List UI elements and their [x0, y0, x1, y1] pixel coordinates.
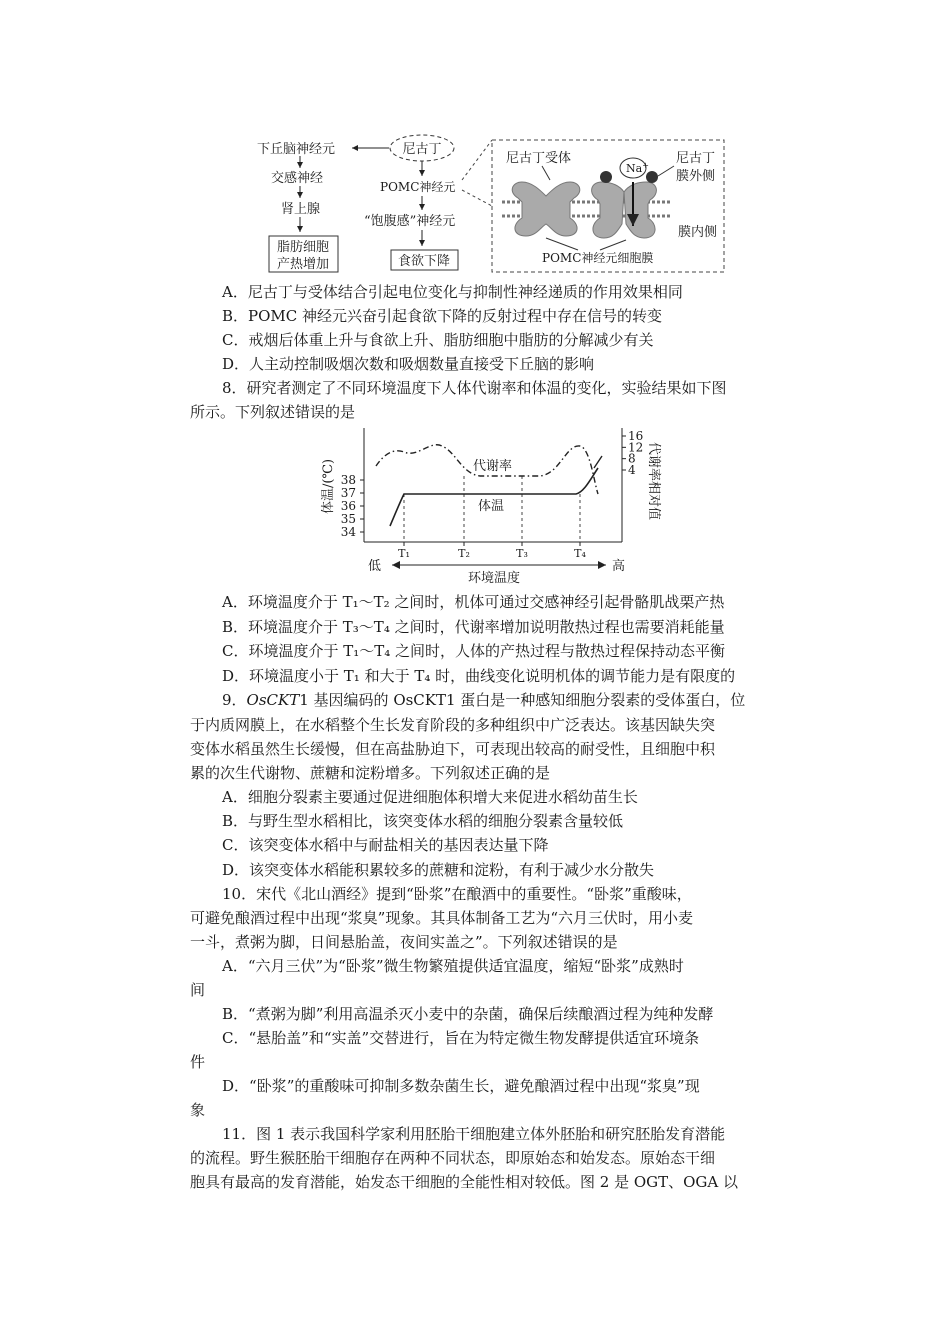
membrane-label: POMC神经元细胞膜 [542, 251, 654, 265]
q11-stem-3: 胞具有最高的发育潜能，始发态干细胞的全能性相对较低。图 2 是 OGT、OGA 以 [190, 1173, 739, 1191]
metabolism-series-label: 代谢率 [473, 459, 513, 474]
adrenal-label: 肾上腺 [281, 202, 321, 217]
q8-option-a: A．环境温度介于 T₁～T₂ 之间时，机体可通过交感神经引起骨骼肌战栗产热 [222, 593, 725, 611]
q9-stem-4: 累的次生代谢物、蔗糖和淀粉增多。下列叙述正确的是 [190, 764, 551, 782]
y-left-label: 体温/(℃) [321, 458, 336, 514]
hypothalamus-label: 下丘脑神经元 [257, 142, 336, 157]
q8-option-d: D．环境温度小于 T₁ 和大于 T₄ 时，曲线变化说明机体的调节能力是有限度的 [222, 667, 736, 685]
nicotine-pathway-diagram [250, 132, 730, 278]
y-left-tick-label: 37 [340, 486, 356, 500]
y-right-label: 代谢率相对值 [646, 442, 661, 521]
x-tick-label: T₃ [516, 547, 528, 560]
q7-option-d: D．人主动控制吸烟次数和吸烟数量直接受下丘脑的影响 [222, 355, 595, 373]
temperature-series-label: 体温 [478, 499, 505, 514]
q10-stem-3: 一斗，煮粥为脚，日间悬胎盖，夜间实盖之”。下列叙述错误的是 [190, 933, 618, 951]
q10-option-c-2: 件 [190, 1053, 206, 1071]
q11-stem-2: 的流程。野生猴胚胎干细胞存在两种不同状态，即原始态和始发态。原始态干细 [190, 1149, 716, 1167]
nicotine-label: 尼古丁 [402, 142, 442, 157]
y-right-tick-label: 4 [628, 463, 636, 477]
x-low-label: 低 [368, 559, 382, 574]
inside-label: 膜内侧 [678, 225, 718, 240]
q10-option-a-1: A．“六月三伏”为“卧浆”微生物繁殖提供适宜温度，缩短“卧浆”成熟时 [222, 957, 684, 975]
q8-option-c: C．环境温度介于 T₁～T₄ 之间时，人体的产热过程与散热过程保持动态平衡 [222, 642, 726, 660]
q10-option-c-1: C．“悬胎盖”和“实盖”交替进行，旨在为特定微生物发酵提供适宜环境条 [222, 1029, 700, 1047]
q9-stem-1: 9．OsCKT1 基因编码的 OsCKT1 蛋白是一种感知细胞分裂素的受体蛋白，位 [222, 691, 746, 709]
satiety-label: “饱腹感”神经元 [364, 214, 456, 229]
y-right-tick-label: 8 [628, 451, 636, 466]
q9-option-c: C．该突变体水稻中与耐盐相关的基因表达量下降 [222, 836, 549, 854]
fat-cell-line1: 脂肪细胞 [276, 240, 330, 255]
fat-cell-line2: 产热增加 [276, 257, 330, 272]
q10-option-b: B．“煮粥为脚”利用高温杀灭小麦中的杂菌，确保后续酿酒过程为纯种发酵 [222, 1005, 714, 1023]
q9-option-b: B．与野生型水稻相比，该突变体水稻的细胞分裂素含量较低 [222, 812, 624, 830]
q9-option-a: A．细胞分裂素主要通过促进细胞体积增大来促进水稻幼苗生长 [222, 788, 638, 806]
appetite-label: 食欲下降 [397, 254, 451, 269]
q10-stem-1: 10．宋代《北山酒经》提到“卧浆”在酿酒中的重要性。“卧浆”重酸味， [222, 885, 692, 903]
y-left-tick-label: 35 [340, 512, 356, 526]
receptor-shape-left [512, 182, 580, 236]
metabolism-temperature-chart [310, 422, 670, 588]
q8-stem-1: 8．研究者测定了不同环境温度下人体代谢率和体温的变化，实验结果如下图 [222, 379, 727, 397]
na-label: Na+ [626, 161, 649, 175]
q9-stem-3: 变体水稻虽然生长缓慢，但在高盐胁迫下，可表现出较高的耐受性，且细胞中积 [190, 740, 716, 758]
y-left-tick-label: 38 [340, 473, 356, 487]
x-tick-label: T₁ [398, 547, 410, 560]
outside-label-1: 尼古丁 [676, 151, 716, 166]
outside-label-2: 膜外侧 [676, 169, 716, 184]
y-left-tick-label: 34 [340, 525, 356, 539]
q10-option-a-2: 间 [190, 981, 206, 999]
q10-option-d-1: D．“卧浆”的重酸味可抑制多数杂菌生长，避免酿酒过程中出现“浆臭”现 [222, 1077, 700, 1095]
x-axis-label: 环境温度 [467, 571, 521, 586]
sympathetic-label: 交感神经 [271, 171, 324, 186]
y-left-tick-label: 36 [340, 499, 356, 513]
x-tick-label: T₄ [574, 547, 586, 560]
x-tick-label: T₂ [458, 547, 470, 560]
body-temperature-curve [390, 468, 598, 526]
q7-option-c: C．戒烟后体重上升与食欲上升、脂肪细胞中脂肪的分解减少有关 [222, 331, 654, 349]
x-high-label: 高 [612, 559, 626, 574]
q11-stem-1: 11．图 1 表示我国科学家利用胚胎干细胞建立体外胚胎和研究胚胎发育潜能 [222, 1125, 726, 1143]
q10-stem-2: 可避免酿酒过程中出现“浆臭”现象。其具体制备工艺为“六月三伏时，用小麦 [190, 909, 694, 927]
q9-option-d: D．该突变体水稻能积累较多的蔗糖和淀粉，有利于减少水分散失 [222, 861, 655, 879]
q10-option-d-2: 象 [190, 1101, 206, 1119]
q8-stem-2: 所示。下列叙述错误的是 [190, 403, 356, 421]
pomc-label: POMC神经元 [380, 180, 456, 194]
y-right-tick-label: 12 [628, 440, 644, 455]
receptor-label: 尼古丁受体 [506, 151, 572, 166]
q7-option-a: A．尼古丁与受体结合引起电位变化与抑制性神经递质的作用效果相同 [222, 283, 683, 301]
q9-stem-2: 于内质网膜上，在水稻整个生长发育阶段的多种组织中广泛表达。该基因缺失突 [190, 716, 716, 734]
y-right-tick-label: 16 [628, 429, 644, 443]
q7-option-b: B．POMC 神经元兴奋引起食欲下降的反射过程中存在信号的转变 [222, 307, 663, 325]
receptor-shape-right [592, 182, 624, 238]
q8-option-b: B．环境温度介于 T₃～T₄ 之间时，代谢率增加说明散热过程也需要消耗能量 [222, 618, 725, 636]
